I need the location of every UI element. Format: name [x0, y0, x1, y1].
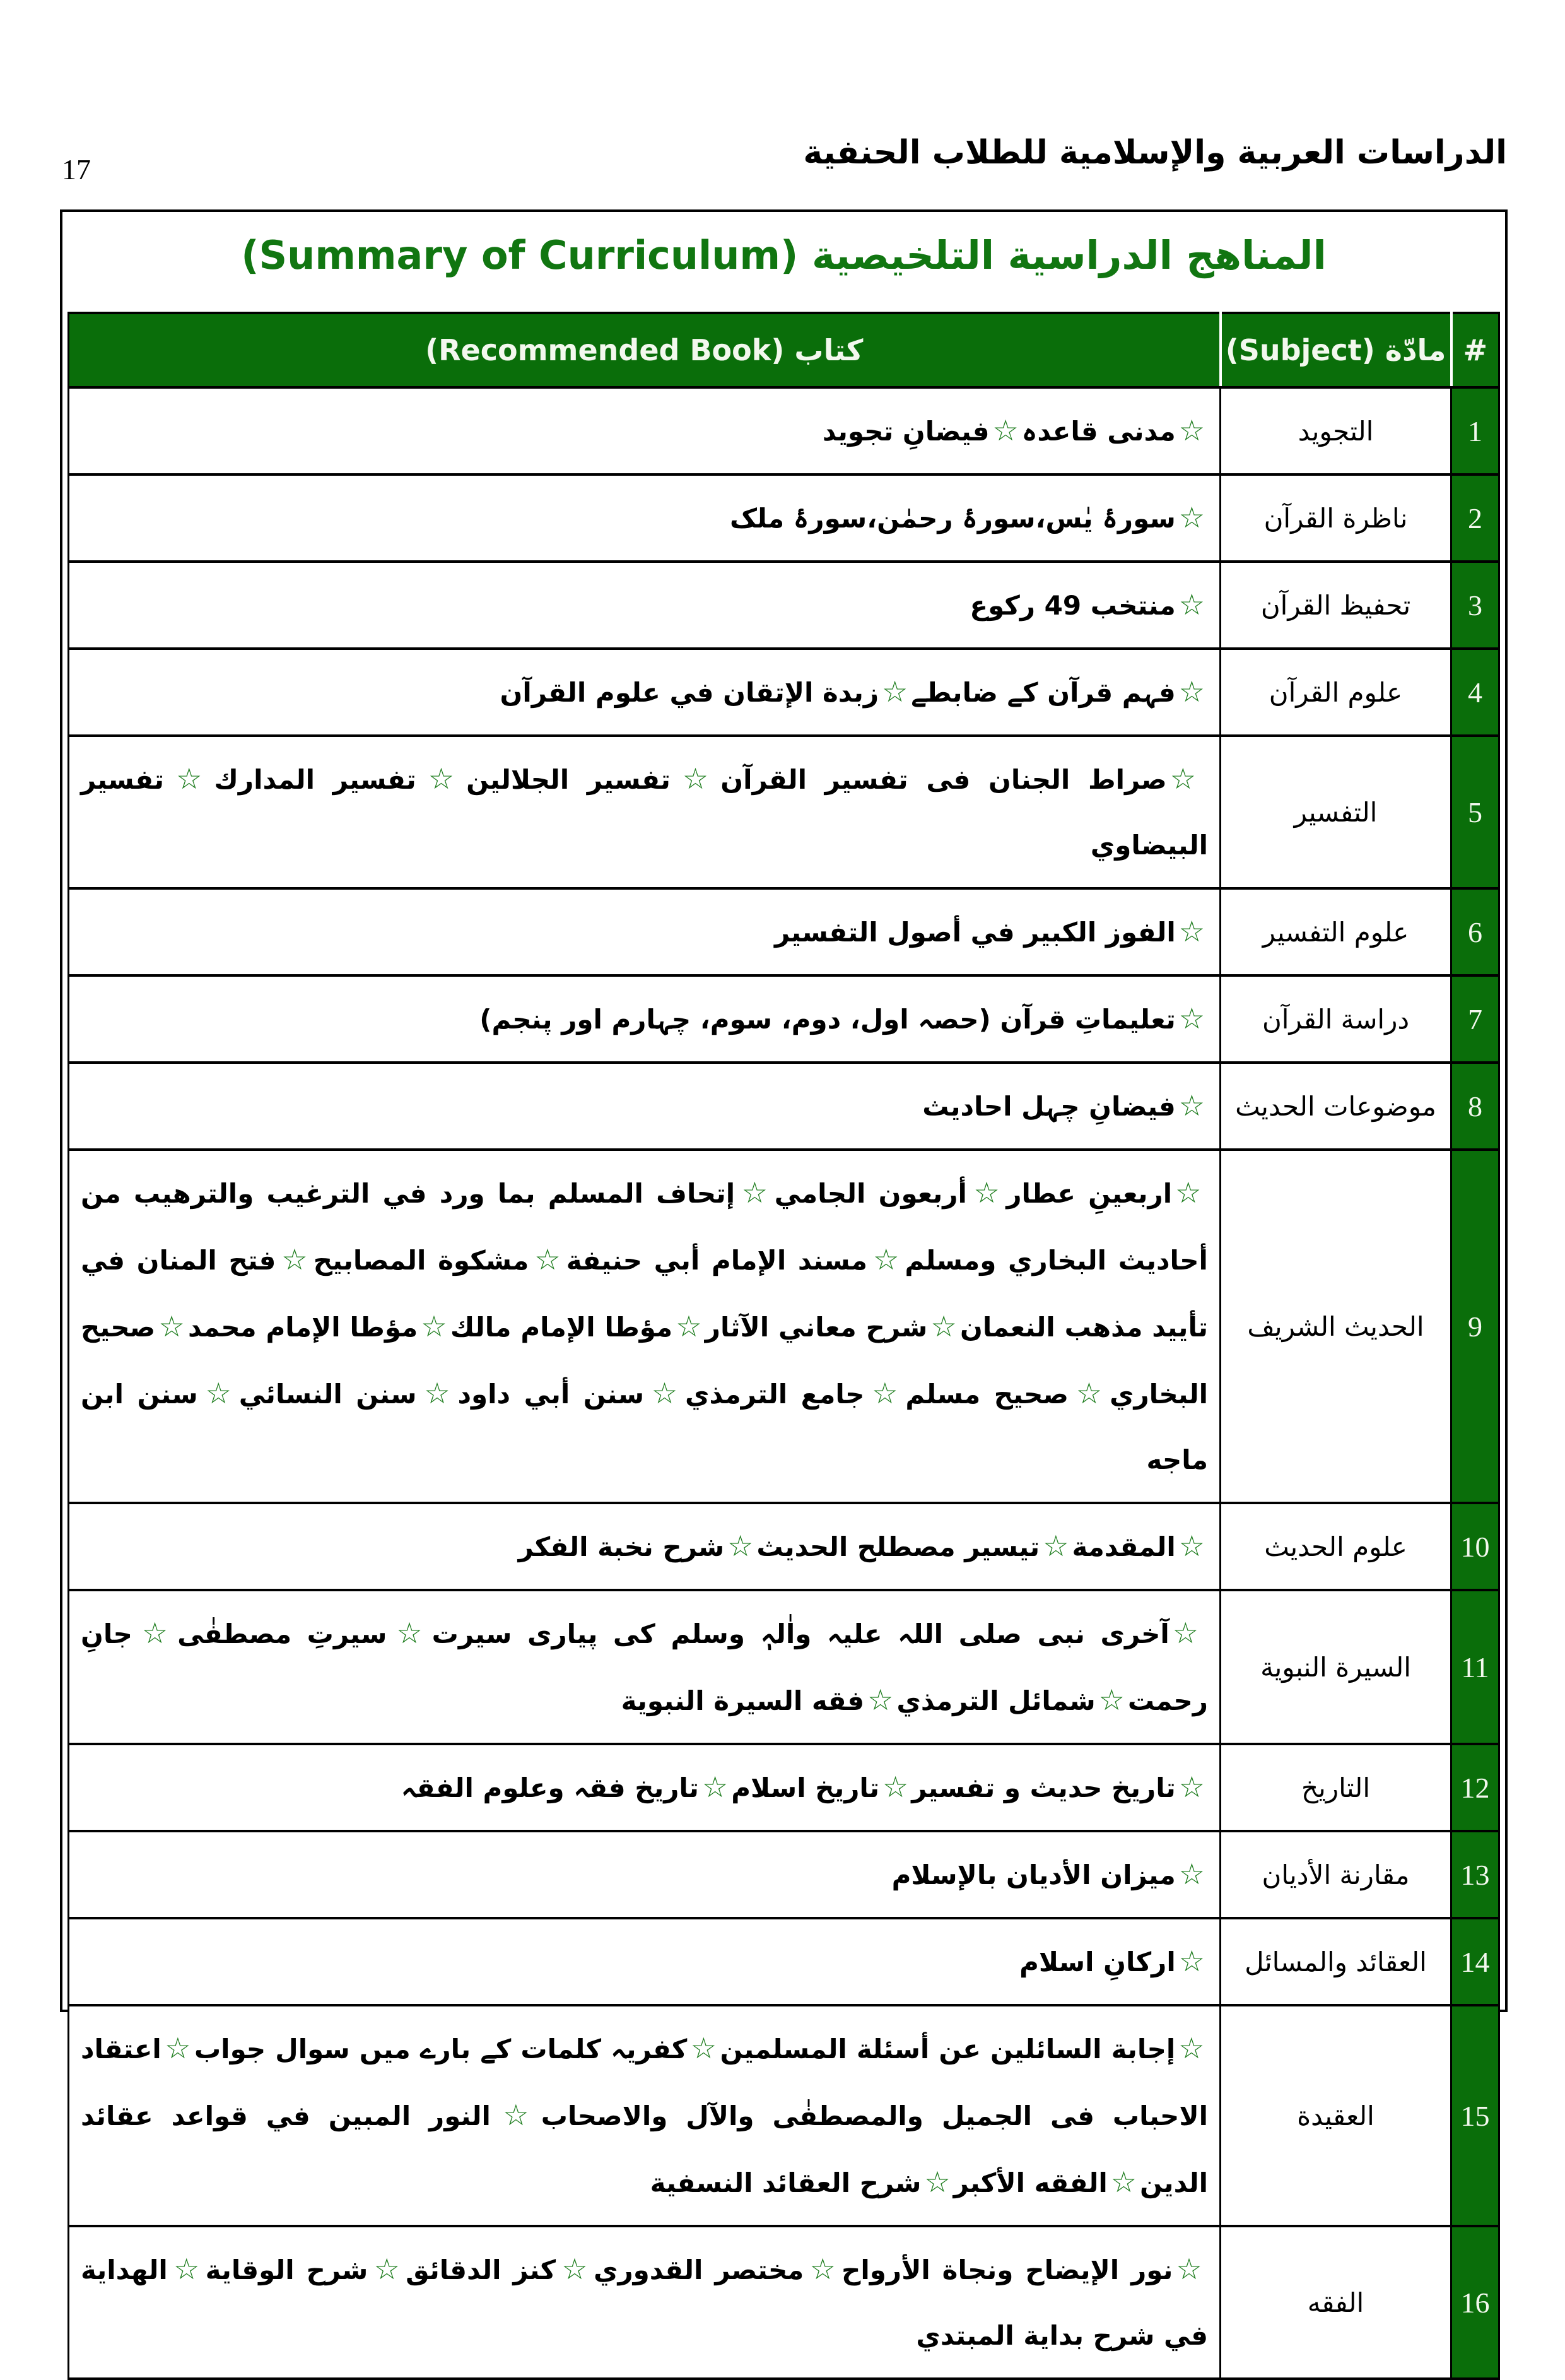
- subject-cell: السيرة النبوية: [1221, 1590, 1451, 1744]
- book-title: مختصر القدوري: [593, 2254, 804, 2285]
- row-number: 3: [1451, 562, 1499, 649]
- table-row: [69, 474, 1499, 562]
- book-cell: [69, 1744, 1221, 1831]
- book-cell: [69, 474, 1221, 562]
- curriculum-title: المناهج الدراسية التلخيصية (Summary of Curriculum): [241, 232, 1327, 278]
- star-icon: ☆: [882, 1770, 909, 1804]
- star-icon: ☆: [201, 1376, 236, 1410]
- book-title: شرح الوقاية: [205, 2254, 368, 2285]
- star-icon: ☆: [1178, 914, 1205, 948]
- star-icon: ☆: [421, 1309, 447, 1343]
- table-row: [69, 1063, 1499, 1150]
- book-title: الفقه الأكبر: [953, 2167, 1108, 2198]
- star-icon: ☆: [807, 2252, 839, 2286]
- row-number: 12: [1451, 1744, 1499, 1831]
- book-title: تفسير الجلالين: [466, 764, 671, 795]
- subject-cell: علوم التفسير: [1221, 888, 1451, 975]
- star-icon: ☆: [1172, 1616, 1205, 1650]
- table-row: [69, 1831, 1499, 1918]
- table-row: [69, 649, 1499, 736]
- subject-cell: التفسير: [1221, 736, 1451, 888]
- star-icon: ☆: [167, 762, 211, 796]
- book-title: تاریخ حدیث و تفسیر: [911, 1772, 1176, 1803]
- star-icon: ☆: [970, 1175, 1004, 1210]
- book-cell: [69, 1831, 1221, 1918]
- book-title: الهداية في شرح بداية المبتدي: [81, 2254, 1208, 2351]
- table-row: [69, 975, 1499, 1063]
- book-title: جانِ رحمت: [81, 1618, 1208, 1716]
- star-icon: ☆: [1169, 762, 1205, 796]
- table-row: [69, 736, 1499, 888]
- header-number: #: [1451, 313, 1499, 387]
- table-row: [69, 1590, 1499, 1744]
- subject-cell: التاريخ: [1221, 1744, 1451, 1831]
- star-icon: ☆: [1178, 1944, 1205, 1978]
- book-title: شرح معاني الآثار: [705, 1312, 928, 1343]
- book-title: فتح المنان في تأييد مذهب النعمان: [81, 1245, 1208, 1343]
- book-title: فہم قرآن کے ضابطے: [911, 677, 1176, 708]
- star-icon: ☆: [992, 413, 1019, 447]
- star-icon: ☆: [158, 1309, 185, 1343]
- star-icon: ☆: [867, 1376, 903, 1410]
- star-icon: ☆: [1178, 1770, 1205, 1804]
- table-row: [69, 387, 1499, 474]
- book-title: الفوز الكبير في أصول التفسير: [775, 917, 1176, 948]
- star-icon: ☆: [419, 1376, 455, 1410]
- book-cell: [69, 2005, 1221, 2226]
- book-title: تيسير مصطلح الحديث: [756, 1531, 1040, 1562]
- star-icon: ☆: [690, 2031, 717, 2065]
- star-icon: ☆: [371, 2252, 403, 2286]
- table-row: [69, 888, 1499, 975]
- book-title: تعلیماتِ قرآن (حصہ اول، دوم، سوم، چہارم اور پنجم): [479, 1004, 1176, 1035]
- row-number: 11: [1451, 1590, 1499, 1744]
- row-number: 9: [1451, 1150, 1499, 1503]
- table-row: [69, 2005, 1499, 2226]
- book-cell: [69, 888, 1221, 975]
- book-title: شمائل الترمذي: [896, 1685, 1096, 1716]
- star-icon: ☆: [867, 1683, 894, 1717]
- book-title: ارکانِ اسلام: [1019, 1947, 1176, 1977]
- book-title: جامع الترمذي: [684, 1379, 865, 1410]
- header-book: كتاب (Recommended Book): [69, 313, 1221, 387]
- table-row: [69, 1918, 1499, 2005]
- star-icon: ☆: [1098, 1683, 1125, 1717]
- book-title: إتحاف المسلم بما ورد في الترغيب والترهيب من أحاديث البخاري ومسلم: [81, 1178, 1208, 1276]
- book-cell: [69, 1503, 1221, 1590]
- book-title: فیضانِ چہل احادیث: [922, 1091, 1176, 1122]
- table-row: [69, 1503, 1499, 1590]
- star-icon: ☆: [170, 2252, 202, 2286]
- book-title: سنن النسائي: [238, 1379, 417, 1410]
- star-icon: ☆: [870, 1242, 902, 1276]
- star-icon: ☆: [1178, 2031, 1205, 2065]
- page-number: 17: [62, 153, 91, 186]
- book-cell: [69, 649, 1221, 736]
- table-row: [69, 562, 1499, 649]
- row-number: 2: [1451, 474, 1499, 562]
- star-icon: ☆: [924, 2165, 951, 2199]
- star-icon: ☆: [493, 2098, 538, 2132]
- star-icon: ☆: [1071, 1376, 1106, 1410]
- subject-cell: الفقه: [1221, 2226, 1451, 2379]
- table-row: [69, 1744, 1499, 1831]
- subject-cell: موضوعات الحديث: [1221, 1063, 1451, 1150]
- row-number: 8: [1451, 1063, 1499, 1150]
- star-icon: ☆: [1178, 587, 1205, 622]
- star-icon: ☆: [1178, 675, 1205, 709]
- star-icon: ☆: [1178, 1857, 1205, 1891]
- star-icon: ☆: [882, 675, 908, 709]
- star-icon: ☆: [1178, 1088, 1205, 1122]
- subject-cell: الحديث الشريف: [1221, 1150, 1451, 1503]
- star-icon: ☆: [1043, 1529, 1069, 1563]
- book-title: تفسير البيضاوي: [81, 764, 1208, 861]
- book-title: سنن ابن ماجه: [81, 1379, 1208, 1475]
- star-icon: ☆: [701, 1770, 729, 1804]
- subject-cell: دراسة القرآن: [1221, 975, 1451, 1063]
- book-cell: [69, 975, 1221, 1063]
- curriculum-table: [67, 312, 1500, 2380]
- book-title: سیرتِ مصطفٰی: [177, 1618, 387, 1649]
- book-title: مشكوة المصابيح: [313, 1245, 529, 1276]
- book-title: كنز الدقائق: [406, 2254, 556, 2285]
- book-title: کفریہ کلمات کے بارے میں سوال جواب: [194, 2034, 688, 2065]
- row-number: 5: [1451, 736, 1499, 888]
- star-icon: ☆: [1178, 1529, 1205, 1563]
- star-icon: ☆: [676, 1309, 702, 1343]
- star-icon: ☆: [1178, 1001, 1205, 1035]
- book-title: صراط الجنان فی تفسیر القرآن: [720, 764, 1167, 795]
- star-icon: ☆: [738, 1175, 771, 1210]
- row-number: 6: [1451, 888, 1499, 975]
- row-number: 1: [1451, 387, 1499, 474]
- book-cell: [69, 736, 1221, 888]
- row-number: 14: [1451, 1918, 1499, 2005]
- document-header-title: الدراسات العربية والإسلامية للطلاب الحنفية: [803, 134, 1507, 172]
- book-title: نور الإيضاح ونجاة الأرواح: [841, 2254, 1173, 2285]
- book-title: اعتقاد الاحباب فی الجمیل والمصطفٰی والآل والاصحاب: [81, 2034, 1208, 2131]
- book-cell: [69, 387, 1221, 474]
- table-row: [69, 2226, 1499, 2379]
- book-title: إجابة السائلين عن أسئلة المسلمين: [720, 2034, 1176, 2065]
- book-title: منتخب 49 رکوع: [970, 590, 1176, 621]
- book-title: مؤطا الإمام مالك: [450, 1312, 673, 1343]
- star-icon: ☆: [647, 1376, 682, 1410]
- subject-cell: مقارنة الأديان: [1221, 1831, 1451, 1918]
- subject-cell: العقيدة: [1221, 2005, 1451, 2226]
- book-title: سورۂ یٰس،سورۂ رحمٰن،سورۂ ملک: [730, 503, 1176, 534]
- book-title: شرح العقائد النسفية: [650, 2167, 922, 2198]
- book-title: ميزان الأديان بالإسلام: [891, 1859, 1176, 1890]
- subject-cell: ناظرة القرآن: [1221, 474, 1451, 562]
- star-icon: ☆: [1110, 2165, 1137, 2199]
- table-header-row: [69, 313, 1499, 387]
- book-title: تاریخ فقہ وعلوم الفقہ: [401, 1772, 699, 1803]
- book-title: فقه السيرة النبوية: [621, 1685, 865, 1716]
- book-title: اربعینِ عطار: [1006, 1178, 1173, 1209]
- star-icon: ☆: [419, 762, 464, 796]
- subject-cell: تحفيظ القرآن: [1221, 562, 1451, 649]
- book-cell: [69, 562, 1221, 649]
- book-cell: [69, 1150, 1221, 1503]
- book-cell: [69, 1590, 1221, 1744]
- book-title: تفسير المدارك: [214, 764, 416, 795]
- subject-cell: علوم القرآن: [1221, 649, 1451, 736]
- book-title: آخری نبی صلی اللہ علیہ واٰلہٖ وسلم کی پیاری سیرت: [431, 1618, 1169, 1649]
- book-title: فیضانِ تجوید: [822, 416, 990, 447]
- book-title: مسند الإمام أبي حنيفة: [566, 1245, 868, 1276]
- subject-cell: علوم الحديث: [1221, 1503, 1451, 1590]
- star-icon: ☆: [135, 1616, 175, 1650]
- star-icon: ☆: [1178, 500, 1205, 534]
- book-title: شرح نخبة الفكر: [518, 1531, 725, 1562]
- book-cell: [69, 2226, 1221, 2379]
- star-icon: ☆: [1175, 1175, 1205, 1210]
- row-number: 13: [1451, 1831, 1499, 1918]
- book-title: تاریخ اسلام: [731, 1772, 879, 1803]
- star-icon: ☆: [532, 1242, 563, 1276]
- star-icon: ☆: [1178, 413, 1205, 447]
- row-number: 10: [1451, 1503, 1499, 1590]
- book-title: النور المبين في قواعد عقائد الدين: [81, 2100, 1208, 2198]
- subject-cell: العقائد والمسائل: [1221, 1918, 1451, 2005]
- star-icon: ☆: [164, 2031, 191, 2065]
- book-title: صحيح البخاري: [81, 1312, 1208, 1410]
- book-title: صحيح مسلم: [905, 1379, 1069, 1410]
- book-title: المقدمة: [1072, 1531, 1176, 1562]
- book-cell: [69, 1063, 1221, 1150]
- book-cell: [69, 1918, 1221, 2005]
- row-number: 16: [1451, 2226, 1499, 2379]
- row-number: 7: [1451, 975, 1499, 1063]
- book-title: أربعون الجامي: [774, 1178, 967, 1209]
- star-icon: ☆: [673, 762, 718, 796]
- star-icon: ☆: [559, 2252, 590, 2286]
- book-title: زبدة الإتقان في علوم القرآن: [500, 677, 879, 708]
- star-icon: ☆: [1176, 2252, 1205, 2286]
- star-icon: ☆: [390, 1616, 429, 1650]
- header-subject: مادّة (Subject): [1221, 313, 1451, 387]
- book-title: مؤطا الإمام محمد: [187, 1312, 418, 1343]
- book-title: مدنی قاعدہ: [1021, 416, 1176, 447]
- star-icon: ☆: [930, 1309, 957, 1343]
- curriculum-box: [60, 209, 1508, 2351]
- row-number: 15: [1451, 2005, 1499, 2226]
- star-icon: ☆: [279, 1242, 310, 1276]
- row-number: 4: [1451, 649, 1499, 736]
- book-title: سنن أبي داود: [457, 1379, 644, 1410]
- star-icon: ☆: [727, 1529, 754, 1563]
- subject-cell: التجويد: [1221, 387, 1451, 474]
- table-row: [69, 1150, 1499, 1503]
